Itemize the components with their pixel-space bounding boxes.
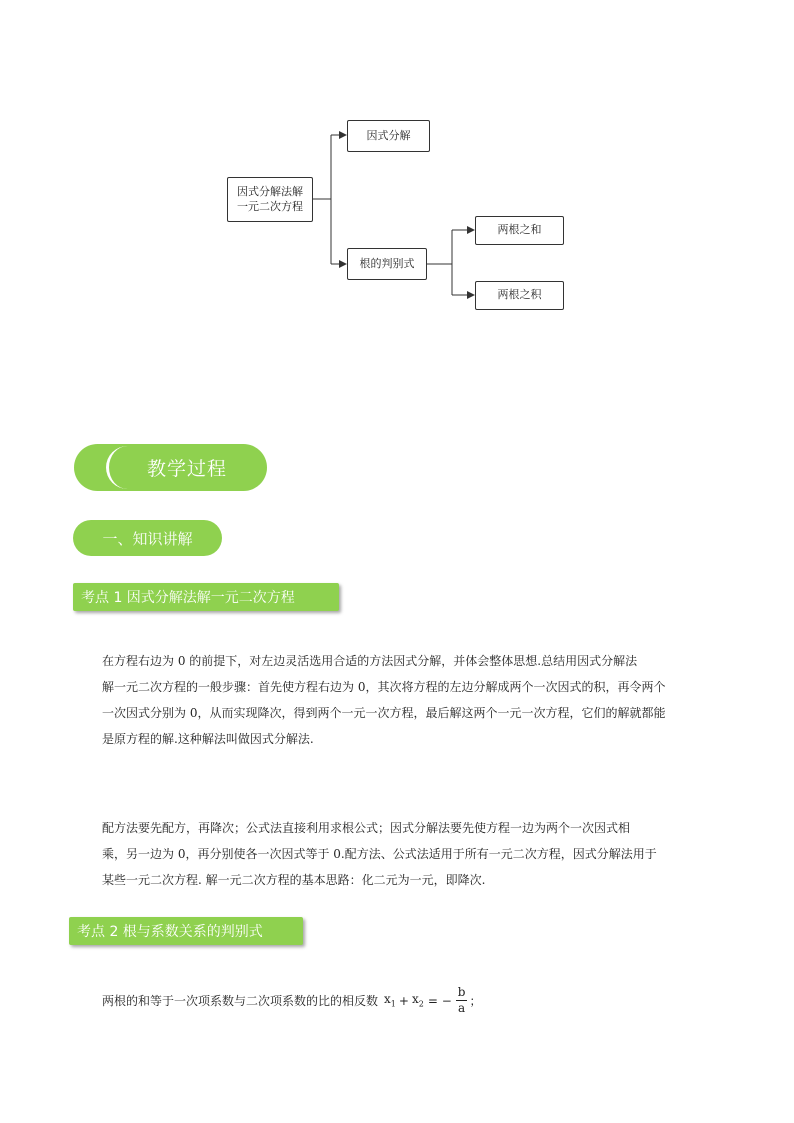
mindmap-node-sum-of-roots: [475, 216, 564, 245]
formula-plus: +: [398, 993, 409, 1008]
mindmap-node-product-of-roots: [475, 281, 564, 310]
formula-equals-minus: = −: [427, 993, 452, 1008]
section-banner-title: 教学过程: [146, 458, 227, 480]
subsection-heading-text: 一、知识讲解: [102, 529, 193, 548]
fraction-numerator: b: [457, 985, 466, 999]
paragraph-line: 配方法要先配方，再降次；公式法直接利用求根公式；因式分解法要先使方程一边为两个一次因式相: [102, 821, 631, 835]
kaodian-1-paragraph-1: [102, 648, 722, 752]
paragraph-line: 在方程右边为 0 的前提下，对左边灵活选用合适的方法因式分解，并体会整体思想.总结用因式分解法: [102, 654, 638, 668]
paragraph-line: 乘，另一边为 0，再分别使各一次因式等于 0.配方法、公式法适用于所有一元二次方程，因式分解法用于: [102, 847, 657, 861]
mindmap-root-line1: 因式分解法解: [237, 184, 303, 198]
formula-x2: $x_2$: [411, 992, 424, 1009]
formula-fraction: [456, 985, 468, 1016]
formula-tail: ；: [469, 994, 482, 1008]
mindmap-node-label: 两根之和: [497, 223, 542, 237]
paragraph-line: 一次因式分别为 0，从而实现降次，得到两个一元一次方程，最后解这两个一元一次方程，它们的解就都能: [102, 706, 666, 720]
kaodian-1-paragraph-2: [102, 815, 722, 893]
paragraph-line: 是原方程的解.这种解法叫做因式分解法.: [102, 732, 314, 746]
paragraph-line: 解一元二次方程的一般步骤：首先使方程右边为 0，其次将方程的左边分解成两个一次因式的积，再令两个: [102, 680, 666, 694]
fraction-denominator: a: [458, 1001, 466, 1015]
mindmap-node-label: 两根之积: [497, 288, 542, 302]
mindmap-node-discriminant: [347, 248, 427, 280]
kaodian-2-heading: [69, 917, 303, 945]
mindmap-root-line2: 一元二次方程: [237, 199, 303, 213]
kaodian-2-title: 考点 2 根与系数关系的判别式: [77, 924, 263, 940]
formula-x1: $x_1$: [384, 992, 396, 1009]
mindmap-node-factorization: [347, 120, 430, 152]
formula-text: 两根的和等于一次项系数与二次项系数的比的相反数: [102, 994, 379, 1008]
vieta-sum-formula: [102, 985, 481, 1016]
mindmap-node-label: 根的判别式: [359, 256, 415, 270]
mindmap-node-label: 因式分解: [366, 128, 411, 142]
kaodian-1-heading: [73, 583, 339, 611]
kaodian-1-title: 考点 1 因式分解法解一元二次方程: [81, 590, 295, 606]
mindmap-root-node: [227, 177, 313, 222]
section-banner: [106, 446, 265, 489]
mindmap-connectors: [0, 0, 794, 340]
subsection-heading: [73, 520, 222, 556]
paragraph-line: 某些一元二次方程. 解一元二次方程的基本思路：化二元为一元，即降次.: [102, 873, 486, 887]
